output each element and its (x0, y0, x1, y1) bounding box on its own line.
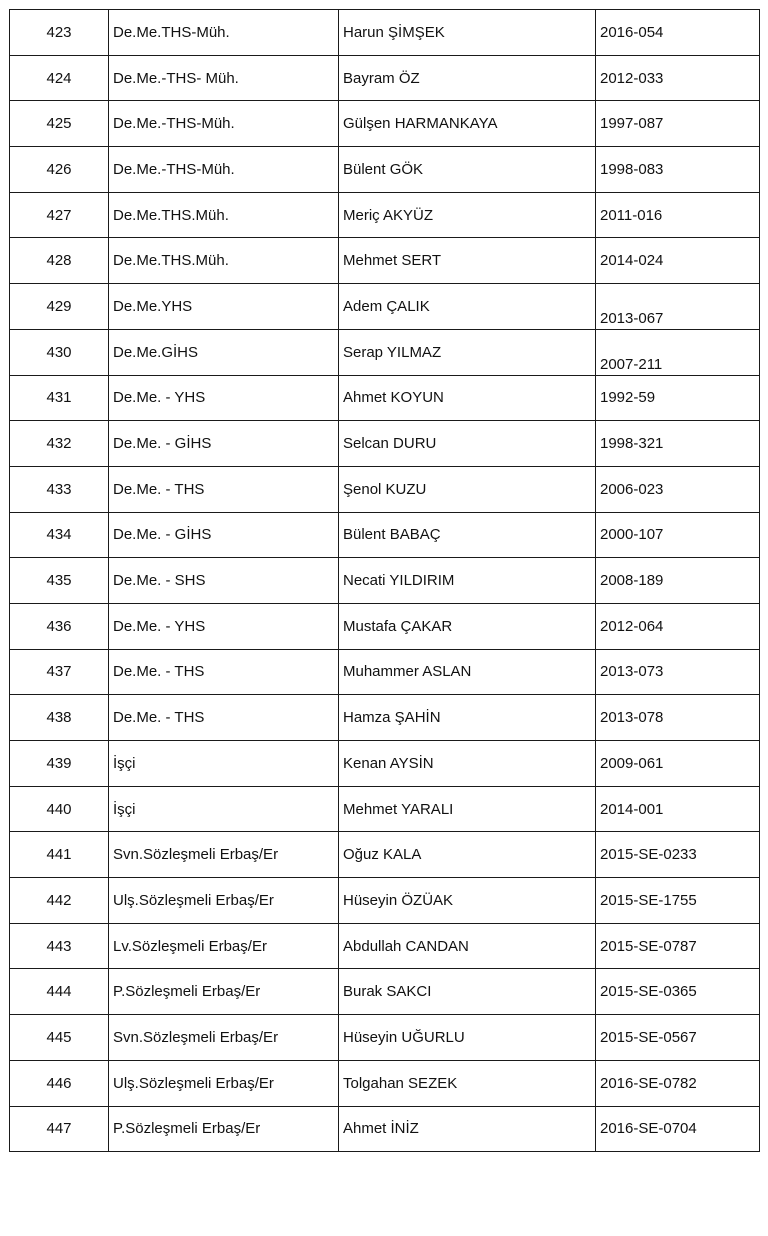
registry-number-cell: 2006-023 (596, 466, 760, 512)
unit-cell: P.Sözleşmeli Erbaş/Er (109, 1106, 339, 1152)
row-number-cell: 437 (10, 649, 109, 695)
unit-cell: De.Me. - SHS (109, 558, 339, 604)
row-number-cell: 446 (10, 1060, 109, 1106)
row-number-cell: 428 (10, 238, 109, 284)
table-row (10, 375, 760, 421)
table-row (10, 1015, 760, 1061)
name-cell: Tolgahan SEZEK (339, 1060, 596, 1106)
table-row (10, 329, 760, 375)
table-row (10, 238, 760, 284)
name-cell: Muhammer ASLAN (339, 649, 596, 695)
table-row (10, 1106, 760, 1152)
table-row (10, 284, 760, 330)
table-row (10, 832, 760, 878)
row-number-cell: 425 (10, 101, 109, 147)
unit-cell: De.Me.THS.Müh. (109, 192, 339, 238)
row-number-cell: 443 (10, 923, 109, 969)
table-row (10, 1060, 760, 1106)
registry-number-cell: 2014-001 (596, 786, 760, 832)
registry-number-cell: 2015-SE-0567 (596, 1015, 760, 1061)
table-row (10, 192, 760, 238)
name-cell: Meriç AKYÜZ (339, 192, 596, 238)
name-cell: Burak SAKCI (339, 969, 596, 1015)
name-cell: Ahmet İNİZ (339, 1106, 596, 1152)
table-row (10, 466, 760, 512)
table-row (10, 55, 760, 101)
row-number-cell: 436 (10, 603, 109, 649)
table-row (10, 741, 760, 787)
unit-cell: De.Me. - YHS (109, 375, 339, 421)
name-cell: Bayram ÖZ (339, 55, 596, 101)
registry-number-cell: 2015-SE-0233 (596, 832, 760, 878)
unit-cell: Ulş.Sözleşmeli Erbaş/Er (109, 1060, 339, 1106)
row-number-cell: 438 (10, 695, 109, 741)
row-number-cell: 434 (10, 512, 109, 558)
registry-number-cell: 2014-024 (596, 238, 760, 284)
table-row (10, 786, 760, 832)
name-cell: Adem ÇALIK (339, 284, 596, 330)
row-number-cell: 442 (10, 878, 109, 924)
registry-number-cell: 2015-SE-0365 (596, 969, 760, 1015)
registry-number-cell: 2015-SE-1755 (596, 878, 760, 924)
name-cell: Harun ŞİMŞEK (339, 10, 596, 56)
unit-cell: De.Me.YHS (109, 284, 339, 330)
name-cell: Ahmet KOYUN (339, 375, 596, 421)
registry-number-cell: 2016-SE-0704 (596, 1106, 760, 1152)
name-cell: Serap YILMAZ (339, 329, 596, 375)
table-row (10, 558, 760, 604)
name-cell: Hamza ŞAHİN (339, 695, 596, 741)
row-number-cell: 424 (10, 55, 109, 101)
table-row (10, 695, 760, 741)
table-row (10, 603, 760, 649)
table-body (10, 10, 760, 1152)
registry-number-cell: 2012-033 (596, 55, 760, 101)
name-cell: Hüseyin ÖZÜAK (339, 878, 596, 924)
unit-cell: Ulş.Sözleşmeli Erbaş/Er (109, 878, 339, 924)
registry-number-cell: 2012-064 (596, 603, 760, 649)
unit-cell: P.Sözleşmeli Erbaş/Er (109, 969, 339, 1015)
table-row (10, 512, 760, 558)
registry-number-cell: 2016-SE-0782 (596, 1060, 760, 1106)
registry-number-cell: 2011-016 (596, 192, 760, 238)
registry-number-cell: 2015-SE-0787 (596, 923, 760, 969)
name-cell: Oğuz KALA (339, 832, 596, 878)
registry-number-cell: 2013-073 (596, 649, 760, 695)
name-cell: Mustafa ÇAKAR (339, 603, 596, 649)
unit-cell: De.Me. - GİHS (109, 421, 339, 467)
registry-number-cell: 2016-054 (596, 10, 760, 56)
unit-cell: De.Me.THS-Müh. (109, 10, 339, 56)
unit-cell: İşçi (109, 741, 339, 787)
row-number-cell: 431 (10, 375, 109, 421)
name-cell: Selcan DURU (339, 421, 596, 467)
registry-number-cell: 2008-189 (596, 558, 760, 604)
table-row (10, 969, 760, 1015)
table-row (10, 878, 760, 924)
name-cell: Kenan AYSİN (339, 741, 596, 787)
table-row (10, 421, 760, 467)
personnel-table (9, 9, 760, 1152)
unit-cell: De.Me. - THS (109, 649, 339, 695)
unit-cell: De.Me.-THS- Müh. (109, 55, 339, 101)
name-cell: Şenol KUZU (339, 466, 596, 512)
registry-number-cell: 2000-107 (596, 512, 760, 558)
unit-cell: De.Me. - GİHS (109, 512, 339, 558)
unit-cell: De.Me.-THS-Müh. (109, 147, 339, 193)
registry-number-cell: 2013-067 (596, 284, 760, 330)
row-number-cell: 423 (10, 10, 109, 56)
name-cell: Bülent GÖK (339, 147, 596, 193)
row-number-cell: 433 (10, 466, 109, 512)
unit-cell: De.Me. - THS (109, 695, 339, 741)
row-number-cell: 445 (10, 1015, 109, 1061)
unit-cell: De.Me.-THS-Müh. (109, 101, 339, 147)
row-number-cell: 430 (10, 329, 109, 375)
row-number-cell: 440 (10, 786, 109, 832)
unit-cell: Lv.Sözleşmeli Erbaş/Er (109, 923, 339, 969)
row-number-cell: 426 (10, 147, 109, 193)
row-number-cell: 441 (10, 832, 109, 878)
table-row (10, 923, 760, 969)
registry-number-cell: 1992-59 (596, 375, 760, 421)
unit-cell: De.Me.THS.Müh. (109, 238, 339, 284)
name-cell: Bülent BABAÇ (339, 512, 596, 558)
name-cell: Mehmet YARALI (339, 786, 596, 832)
name-cell: Necati YILDIRIM (339, 558, 596, 604)
name-cell: Hüseyin UĞURLU (339, 1015, 596, 1061)
row-number-cell: 439 (10, 741, 109, 787)
unit-cell: De.Me.GİHS (109, 329, 339, 375)
unit-cell: De.Me. - YHS (109, 603, 339, 649)
unit-cell: İşçi (109, 786, 339, 832)
unit-cell: Svn.Sözleşmeli Erbaş/Er (109, 832, 339, 878)
table-row (10, 101, 760, 147)
registry-number-cell: 2007-211 (596, 329, 760, 375)
row-number-cell: 444 (10, 969, 109, 1015)
registry-number-cell: 2013-078 (596, 695, 760, 741)
row-number-cell: 427 (10, 192, 109, 238)
name-cell: Mehmet SERT (339, 238, 596, 284)
name-cell: Abdullah CANDAN (339, 923, 596, 969)
registry-number-cell: 1997-087 (596, 101, 760, 147)
row-number-cell: 447 (10, 1106, 109, 1152)
registry-number-cell: 1998-083 (596, 147, 760, 193)
row-number-cell: 432 (10, 421, 109, 467)
unit-cell: Svn.Sözleşmeli Erbaş/Er (109, 1015, 339, 1061)
table-row (10, 10, 760, 56)
table-row (10, 649, 760, 695)
registry-number-cell: 1998-321 (596, 421, 760, 467)
registry-number-cell: 2009-061 (596, 741, 760, 787)
row-number-cell: 435 (10, 558, 109, 604)
table-row (10, 147, 760, 193)
row-number-cell: 429 (10, 284, 109, 330)
name-cell: Gülşen HARMANKAYA (339, 101, 596, 147)
unit-cell: De.Me. - THS (109, 466, 339, 512)
